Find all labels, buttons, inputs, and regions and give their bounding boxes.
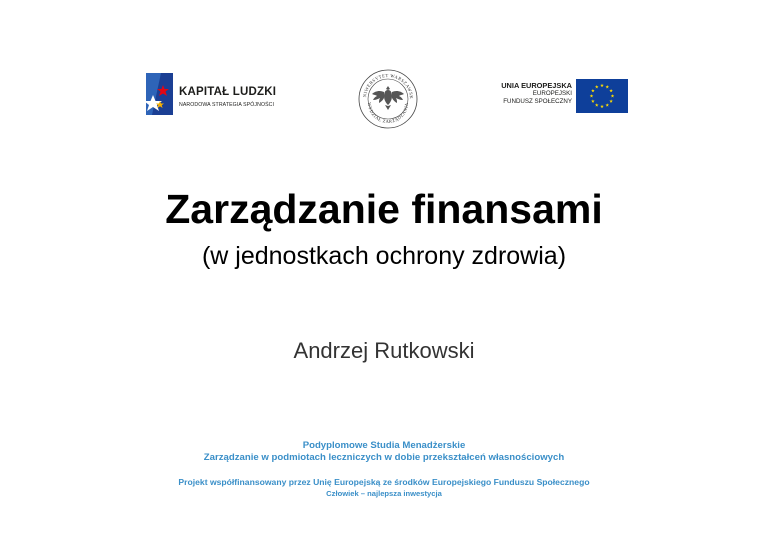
author-name: Andrzej Rutkowski <box>293 338 475 363</box>
program-detail: Zarządzanie w podmiotach leczniczych w dobie przekształceń własnościowych <box>203 452 565 463</box>
university-seal-icon <box>357 68 419 130</box>
funding-note: Projekt współfinansowany przez Unię Europejską ze środków Europejskiego Funduszu Społecznego <box>178 477 590 487</box>
eu-line2: EUROPEJSKI <box>532 90 572 97</box>
eu-flag-icon <box>576 79 628 113</box>
kapital-ludzki-subtitle: NARODOWA STRATEGIA SPÓJNOŚCI <box>179 102 275 108</box>
kapital-ludzki-emblem-icon <box>143 71 175 117</box>
eu-line3: FUNDUSZ SPOŁECZNY <box>503 98 572 105</box>
eu-logo <box>488 79 628 113</box>
kapital-ludzki-logo <box>143 71 278 119</box>
seal-top-text: NIWERSYTET WARSZAWSK <box>362 72 415 100</box>
motto: Człowiek – najlepsza inwestycja <box>326 489 442 498</box>
page-subtitle: (w jednostkach ochrony zdrowia) <box>201 242 567 270</box>
eu-logo-text <box>501 81 572 106</box>
eu-line1: UNIA EUROPEJSKA <box>501 81 572 90</box>
kapital-ludzki-title: KAPITAŁ LUDZKI <box>179 86 277 98</box>
svg-text:WYDZIAŁ ZARZĄDZANIA <box>367 102 409 124</box>
page-title: Zarządzanie finansami <box>165 186 603 232</box>
program-name: Podyplomowe Studia Menadżerskie <box>302 440 466 451</box>
seal-bottom-text: WYDZIAŁ ZARZĄDZANIA <box>366 102 410 125</box>
